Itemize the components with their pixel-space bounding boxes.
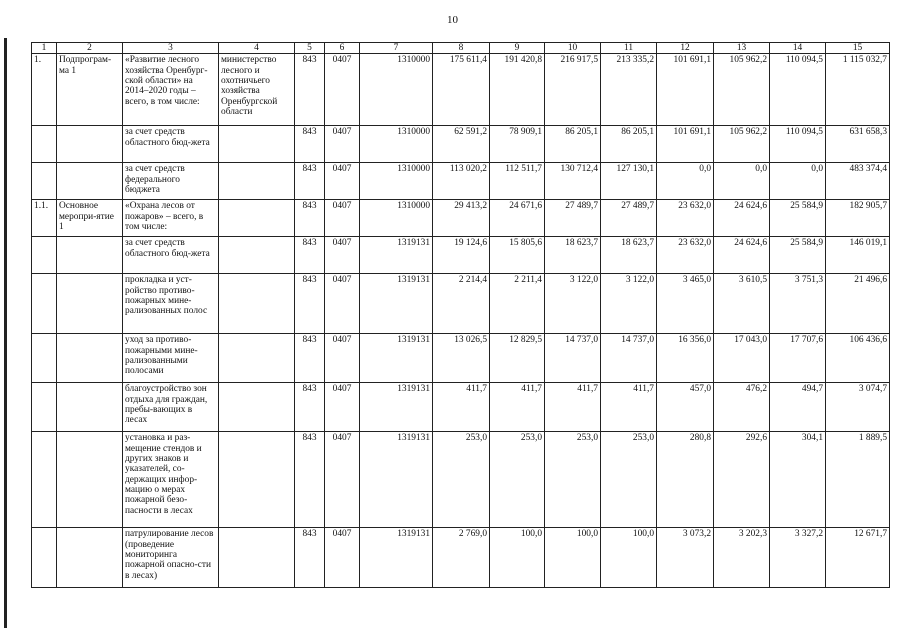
item-description: за счет средств федерального бюджета — [123, 163, 219, 200]
ministry-code: 843 — [295, 274, 325, 334]
amount-col-8: 2 769,0 — [433, 528, 490, 588]
table-row — [32, 54, 890, 126]
row-number — [32, 163, 57, 200]
amount-col-9: 78 909,1 — [490, 126, 545, 163]
amount-col-10: 130 712,4 — [545, 163, 601, 200]
amount-col-13: 3 202,3 — [714, 528, 770, 588]
amount-col-13: 476,2 — [714, 383, 770, 432]
responsible-body — [219, 163, 295, 200]
amount-col-14: 25 584,9 — [770, 237, 826, 274]
section-code: 0407 — [325, 163, 360, 200]
amount-col-13: 0,0 — [714, 163, 770, 200]
section-code: 0407 — [325, 54, 360, 126]
item-description: за счет средств областного бюд-жета — [123, 237, 219, 274]
col-header-11: 11 — [601, 43, 657, 54]
col-header-13: 13 — [714, 43, 770, 54]
section-code: 0407 — [325, 126, 360, 163]
col-header-2: 2 — [57, 43, 123, 54]
col-header-12: 12 — [657, 43, 714, 54]
amount-col-14: 0,0 — [770, 163, 826, 200]
header-row — [32, 43, 890, 54]
col-header-9: 9 — [490, 43, 545, 54]
amount-col-10: 18 623,7 — [545, 237, 601, 274]
amount-col-8: 175 611,4 — [433, 54, 490, 126]
target-code: 1319131 — [360, 432, 433, 528]
col-header-5: 5 — [295, 43, 325, 54]
amount-col-9: 112 511,7 — [490, 163, 545, 200]
amount-col-10: 100,0 — [545, 528, 601, 588]
item-description: благоустройство зон отдыха для граждан, пребы-вающих в лесах — [123, 383, 219, 432]
col-header-3: 3 — [123, 43, 219, 54]
amount-col-9: 15 805,6 — [490, 237, 545, 274]
target-code: 1310000 — [360, 163, 433, 200]
amount-col-12: 457,0 — [657, 383, 714, 432]
ministry-code: 843 — [295, 200, 325, 237]
program-name — [57, 274, 123, 334]
amount-col-10: 86 205,1 — [545, 126, 601, 163]
program-name — [57, 528, 123, 588]
item-description: «Охрана лесов от пожаров» – всего, в том числе: — [123, 200, 219, 237]
amount-col-9: 191 420,8 — [490, 54, 545, 126]
responsible-body — [219, 237, 295, 274]
item-description: за счет средств областного бюд-жета — [123, 126, 219, 163]
item-description: уход за противо-пожарными мине-рализованными полосами — [123, 334, 219, 383]
row-number — [32, 334, 57, 383]
ministry-code: 843 — [295, 383, 325, 432]
amount-col-11: 86 205,1 — [601, 126, 657, 163]
program-name — [57, 163, 123, 200]
amount-col-8: 411,7 — [433, 383, 490, 432]
ministry-code: 843 — [295, 528, 325, 588]
ministry-code: 843 — [295, 432, 325, 528]
amount-col-9: 24 671,6 — [490, 200, 545, 237]
amount-total: 146 019,1 — [826, 237, 890, 274]
program-name — [57, 334, 123, 383]
amount-col-14: 3 751,3 — [770, 274, 826, 334]
amount-col-10: 253,0 — [545, 432, 601, 528]
target-code: 1310000 — [360, 54, 433, 126]
amount-col-12: 101 691,1 — [657, 54, 714, 126]
section-code: 0407 — [325, 334, 360, 383]
responsible-body — [219, 528, 295, 588]
amount-total: 631 658,3 — [826, 126, 890, 163]
responsible-body — [219, 432, 295, 528]
amount-col-11: 100,0 — [601, 528, 657, 588]
item-description: установка и раз-мещение стендов и других знаков и указателей, со-держащих инфор-мацию о мерах пожарной безо-пасности в лесах — [123, 432, 219, 528]
section-code: 0407 — [325, 432, 360, 528]
table-row — [32, 126, 890, 163]
row-number — [32, 274, 57, 334]
table-row — [32, 274, 890, 334]
ministry-code: 843 — [295, 334, 325, 383]
amount-col-10: 411,7 — [545, 383, 601, 432]
amount-col-8: 253,0 — [433, 432, 490, 528]
amount-col-12: 101 691,1 — [657, 126, 714, 163]
row-number — [32, 528, 57, 588]
row-number — [32, 237, 57, 274]
responsible-body — [219, 383, 295, 432]
amount-col-12: 280,8 — [657, 432, 714, 528]
amount-col-14: 110 094,5 — [770, 126, 826, 163]
amount-col-9: 2 211,4 — [490, 274, 545, 334]
responsible-body — [219, 274, 295, 334]
col-header-4: 4 — [219, 43, 295, 54]
program-name — [57, 237, 123, 274]
page-number: 10 — [447, 14, 458, 26]
table-row — [32, 432, 890, 528]
target-code: 1319131 — [360, 528, 433, 588]
target-code: 1310000 — [360, 126, 433, 163]
target-code: 1310000 — [360, 200, 433, 237]
ministry-code: 843 — [295, 237, 325, 274]
amount-col-8: 113 020,2 — [433, 163, 490, 200]
amount-total: 1 889,5 — [826, 432, 890, 528]
ministry-code: 843 — [295, 163, 325, 200]
amount-total: 21 496,6 — [826, 274, 890, 334]
amount-col-10: 14 737,0 — [545, 334, 601, 383]
table-row — [32, 383, 890, 432]
amount-col-11: 411,7 — [601, 383, 657, 432]
amount-col-14: 25 584,9 — [770, 200, 826, 237]
table-row — [32, 334, 890, 383]
amount-col-14: 110 094,5 — [770, 54, 826, 126]
item-description: патрулирование лесов (проведение мониторинга пожарной опасно-сти в лесах) — [123, 528, 219, 588]
amount-col-8: 13 026,5 — [433, 334, 490, 383]
responsible-body — [219, 126, 295, 163]
program-name — [57, 432, 123, 528]
ministry-code: 843 — [295, 54, 325, 126]
amount-col-14: 304,1 — [770, 432, 826, 528]
col-header-6: 6 — [325, 43, 360, 54]
table-row — [32, 237, 890, 274]
responsible-body: министерство лесного и охотничьего хозяйства Оренбургской области — [219, 54, 295, 126]
amount-col-11: 18 623,7 — [601, 237, 657, 274]
amount-col-9: 12 829,5 — [490, 334, 545, 383]
section-code: 0407 — [325, 528, 360, 588]
amount-col-12: 16 356,0 — [657, 334, 714, 383]
program-name — [57, 126, 123, 163]
amount-col-11: 3 122,0 — [601, 274, 657, 334]
amount-col-14: 17 707,6 — [770, 334, 826, 383]
amount-col-12: 3 073,2 — [657, 528, 714, 588]
target-code: 1319131 — [360, 274, 433, 334]
amount-col-9: 100,0 — [490, 528, 545, 588]
margin-rule — [4, 38, 7, 628]
responsible-body — [219, 334, 295, 383]
row-number — [32, 432, 57, 528]
amount-col-13: 292,6 — [714, 432, 770, 528]
amount-col-9: 253,0 — [490, 432, 545, 528]
target-code: 1319131 — [360, 383, 433, 432]
amount-col-11: 253,0 — [601, 432, 657, 528]
program-name: Подпрограм-ма 1 — [57, 54, 123, 126]
row-number — [32, 383, 57, 432]
ministry-code: 843 — [295, 126, 325, 163]
amount-col-13: 105 962,2 — [714, 54, 770, 126]
amount-total: 182 905,7 — [826, 200, 890, 237]
amount-col-10: 216 917,5 — [545, 54, 601, 126]
budget-table — [31, 42, 890, 588]
amount-col-11: 14 737,0 — [601, 334, 657, 383]
amount-col-13: 24 624,6 — [714, 237, 770, 274]
amount-total: 106 436,6 — [826, 334, 890, 383]
program-name: Основное меропри-ятие 1 — [57, 200, 123, 237]
amount-col-8: 19 124,6 — [433, 237, 490, 274]
amount-total: 483 374,4 — [826, 163, 890, 200]
amount-col-12: 0,0 — [657, 163, 714, 200]
amount-col-11: 27 489,7 — [601, 200, 657, 237]
amount-col-8: 29 413,2 — [433, 200, 490, 237]
amount-col-8: 2 214,4 — [433, 274, 490, 334]
col-header-15: 15 — [826, 43, 890, 54]
responsible-body — [219, 200, 295, 237]
section-code: 0407 — [325, 237, 360, 274]
row-number: 1. — [32, 54, 57, 126]
col-header-14: 14 — [770, 43, 826, 54]
amount-col-10: 3 122,0 — [545, 274, 601, 334]
table-row — [32, 200, 890, 237]
target-code: 1319131 — [360, 237, 433, 274]
amount-col-11: 213 335,2 — [601, 54, 657, 126]
amount-col-11: 127 130,1 — [601, 163, 657, 200]
table-row — [32, 528, 890, 588]
amount-col-13: 24 624,6 — [714, 200, 770, 237]
target-code: 1319131 — [360, 334, 433, 383]
col-header-1: 1 — [32, 43, 57, 54]
item-description: прокладка и уст-ройство противо-пожарных мине-рализованных полос — [123, 274, 219, 334]
amount-col-14: 3 327,2 — [770, 528, 826, 588]
amount-col-8: 62 591,2 — [433, 126, 490, 163]
amount-col-14: 494,7 — [770, 383, 826, 432]
row-number — [32, 126, 57, 163]
item-description: «Развитие лесного хозяйства Оренбург-ской области» на 2014–2020 годы – всего, в том числе: — [123, 54, 219, 126]
amount-col-13: 17 043,0 — [714, 334, 770, 383]
col-header-8: 8 — [433, 43, 490, 54]
col-header-7: 7 — [360, 43, 433, 54]
amount-col-13: 3 610,5 — [714, 274, 770, 334]
amount-total: 1 115 032,7 — [826, 54, 890, 126]
program-name — [57, 383, 123, 432]
amount-col-12: 23 632,0 — [657, 237, 714, 274]
amount-total: 3 074,7 — [826, 383, 890, 432]
section-code: 0407 — [325, 274, 360, 334]
table-row — [32, 163, 890, 200]
amount-col-12: 3 465,0 — [657, 274, 714, 334]
section-code: 0407 — [325, 200, 360, 237]
amount-col-13: 105 962,2 — [714, 126, 770, 163]
amount-col-9: 411,7 — [490, 383, 545, 432]
amount-col-12: 23 632,0 — [657, 200, 714, 237]
amount-col-10: 27 489,7 — [545, 200, 601, 237]
row-number: 1.1. — [32, 200, 57, 237]
col-header-10: 10 — [545, 43, 601, 54]
section-code: 0407 — [325, 383, 360, 432]
amount-total: 12 671,7 — [826, 528, 890, 588]
